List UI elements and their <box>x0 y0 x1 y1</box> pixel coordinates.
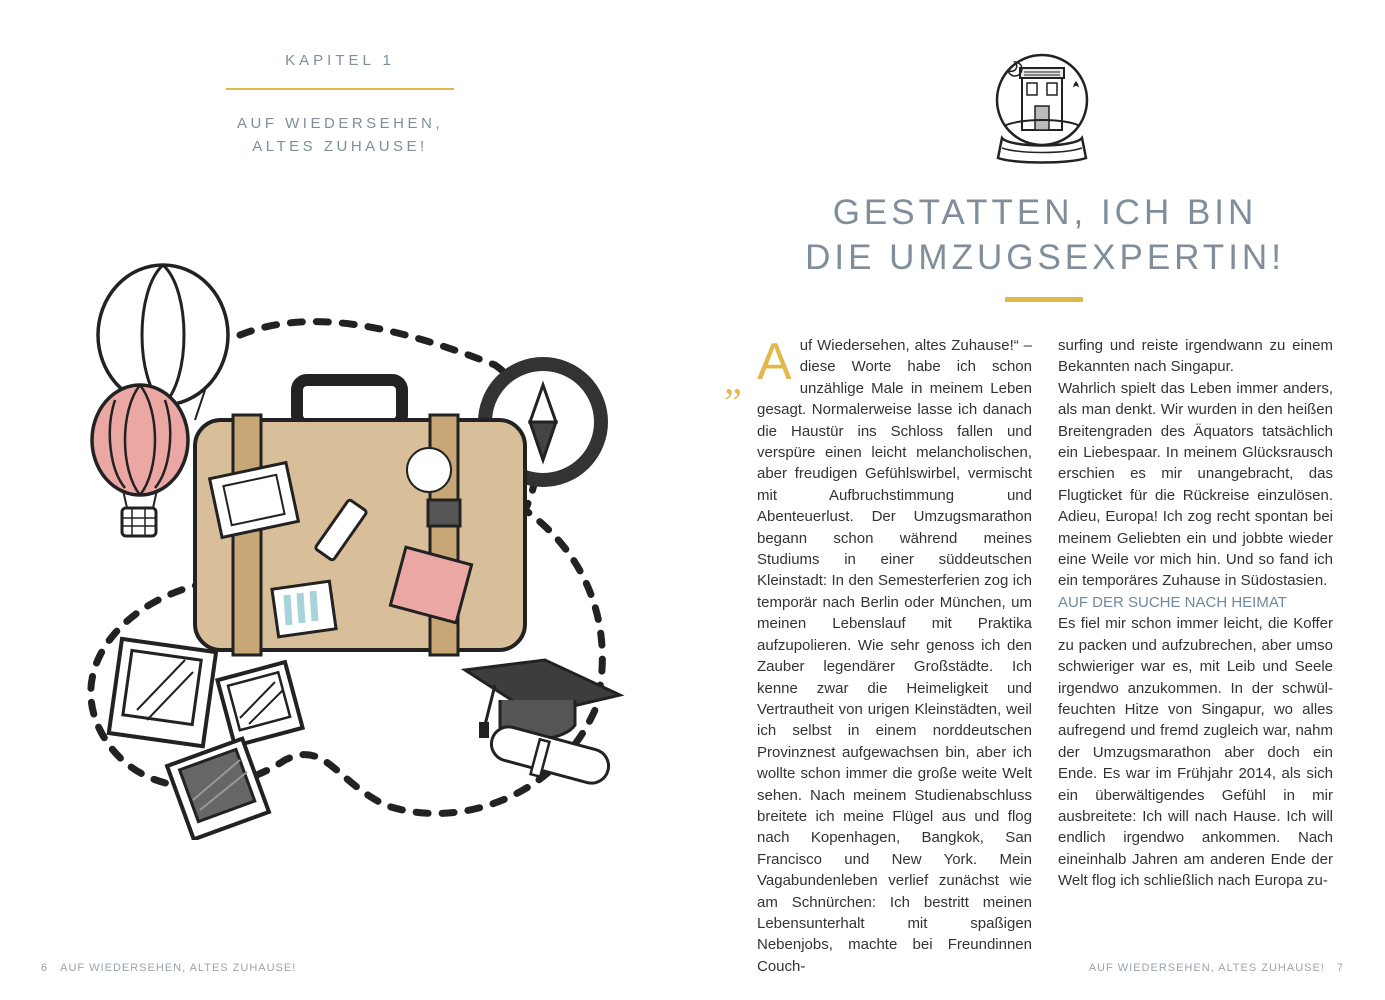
chapter-title <box>215 112 465 158</box>
section-heading: AUF DER SUCHE NACH HEIMAT <box>1058 593 1287 611</box>
polaroid-photo-icon <box>167 739 269 840</box>
graduation-cap-icon <box>465 660 620 739</box>
suitcase-icon <box>195 380 525 655</box>
text-column-1 <box>757 335 1032 977</box>
opening-quote-mark: „ <box>724 357 742 402</box>
snow-globe-icon <box>990 48 1095 168</box>
column-1-text: uf Wiedersehen, altes Zuhause!“ – diese Worte habe ich schon unzählige Male in meinem Leben gesagt. Normalerweise lasse ich danach die Haustür ins Schloss fallen und verspüre einen leicht melancholischen, aber freudigen Gefühlswirbel, vermischt mit Aufbruchstimmung und Abenteuerlust. Der Umzugsmarathon begann schon während meines Studiums in einer süddeutschen Kleinstadt: In den Semesterferien zog ich temporär nach Berlin oder München, um meinen Lebenslauf mit Praktika aufzupolieren. Wie sehr genoss ich den Zauber legendärer Großstädte. Ich kenne zwar die Heimeligkeit und Vertrautheit von urigen Kleinstädten, weil ich selbst in einem norddeutschen Provinznest aufgewachsen bin, aber ich wollte schon immer die große weite Welt sehen. Nach meinem Studienabschluss breitete ich meine Flügel aus und flog nach Kopenhagen, Bangkok, San Francisco und New York. Mein Vagabundenleben verlief zunächst wie am Schnürchen: Ich bestritt meinen Lebensunterhalt mit spaßigen Nebenjobs, machte bei Freundinnen Couch- <box>757 337 1032 975</box>
polaroid-photo-icon <box>217 662 302 746</box>
text-column-2 <box>1058 335 1333 892</box>
left-page <box>0 0 692 1000</box>
article-title-line-1: GESTATTEN, ICH BIN <box>832 193 1258 232</box>
page-number-left: 6 <box>41 962 49 974</box>
article-title-line-2: DIE UMZUGSEXPERTIN! <box>805 238 1285 277</box>
chapter-label: KAPITEL 1 <box>285 52 395 69</box>
hot-air-balloon-icon <box>92 385 188 536</box>
body-paragraph <box>757 335 1032 977</box>
title-divider <box>1005 297 1083 302</box>
drop-cap: A <box>757 333 792 391</box>
body-paragraph: surfing und reiste irgendwann zu einem Bekannten nach Singapur. <box>1058 337 1333 376</box>
chapter-title-line-2: ALTES ZUHAUSE! <box>252 138 428 155</box>
travel-illustration <box>75 260 635 840</box>
polaroid-photo-icon <box>109 639 216 746</box>
footer-right <box>1083 962 1350 974</box>
body-paragraph: Es fiel mir schon immer leicht, die Koffer zu packen und aufzubrechen, aber umso schwieriger war es, mit Leib und Seele irgendwo anzukommen. In der schwül-feuchten Hitze von Singapur, wo alles aufregend und fremd zugleich war, nahm der Umzugsmarathon aber doch ein Ende. Es war im Frühjahr 2014, als sich ein überwältigendes Gefühl in mir ausbreitete: Ich will nach Hause. Ich will endlich irgendwo ankommen. Nach eineinhalb Jahren am anderen Ende der Welt flog ich schließlich nach Europa zu- <box>1058 615 1333 890</box>
running-head-right: AUF WIEDERSEHEN, ALTES ZUHAUSE! <box>1088 962 1325 974</box>
chapter-divider <box>226 88 454 90</box>
chapter-title-line-1: AUF WIEDERSEHEN, <box>236 115 443 132</box>
page-number-right: 7 <box>1336 962 1344 974</box>
article-title <box>780 190 1310 280</box>
body-paragraph: Wahrlich spielt das Leben immer anders, als man denkt. Wir wurden in den heißen Breitengraden des Äquators tatsächlich ein Liebespaar. In meinem Glücksrausch erschien es mir unangebracht, das Flugticket für die Rückreise einzulösen. Adieu, Europa! Ich zog recht spontan bei meinem Geliebten ein und jobbte wieder eine Weile vor mich hin. Und so fand ich ein temporäres Zuhause in Südostasien. <box>1058 379 1333 590</box>
footer-left <box>35 962 302 974</box>
running-head-left: AUF WIEDERSEHEN, ALTES ZUHAUSE! <box>60 962 297 974</box>
